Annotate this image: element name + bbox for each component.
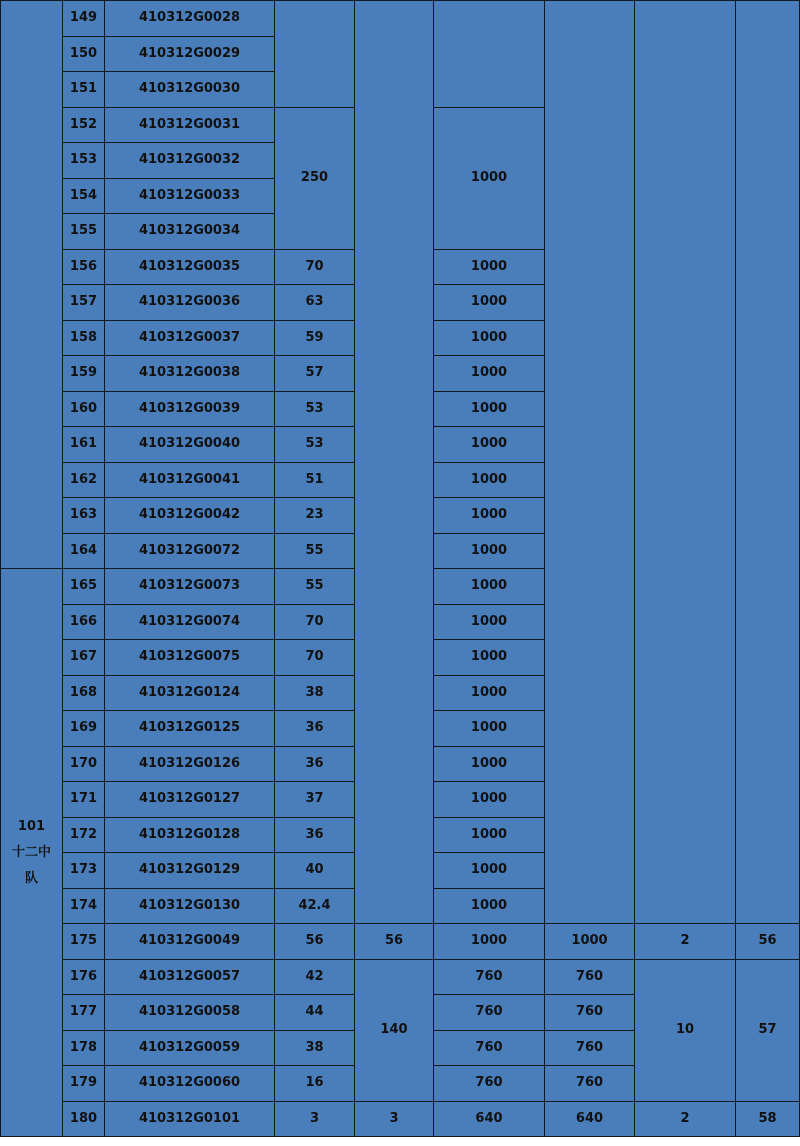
row-number: 162 [63, 462, 105, 498]
value-cell-col5: 640 [434, 1101, 545, 1137]
row-number: 154 [63, 178, 105, 214]
station-code: 410312G0034 [105, 214, 275, 250]
value-cell-col3: 70 [275, 640, 355, 676]
value-cell-col3: 38 [275, 1030, 355, 1066]
value-cell-col5: 1000 [434, 320, 545, 356]
station-code: 410312G0057 [105, 959, 275, 995]
team-cell [1, 569, 63, 1137]
station-code: 410312G0041 [105, 462, 275, 498]
value-cell-col5: 1000 [434, 604, 545, 640]
station-code: 410312G0127 [105, 782, 275, 818]
value-cell-col8: 58 [736, 1101, 800, 1137]
value-cell-col7: 2 [635, 924, 736, 960]
row-number: 164 [63, 533, 105, 569]
station-code: 410312G0072 [105, 533, 275, 569]
station-code: 410312G0060 [105, 1066, 275, 1102]
value-cell-col8: 56 [736, 924, 800, 960]
value-cell-col5: 1000 [434, 285, 545, 321]
station-code: 410312G0037 [105, 320, 275, 356]
row-number: 168 [63, 675, 105, 711]
table-row [1, 924, 800, 960]
row-number: 156 [63, 249, 105, 285]
value-cell-col3: 70 [275, 604, 355, 640]
value-cell-col3: 42 [275, 959, 355, 995]
row-number: 165 [63, 569, 105, 605]
value-cell-col5: 1000 [434, 249, 545, 285]
value-cell-col5: 1000 [434, 782, 545, 818]
value-cell-col3: 53 [275, 427, 355, 463]
value-cell-col4: 3 [355, 1101, 434, 1137]
station-code: 410312G0029 [105, 36, 275, 72]
value-cell-col3: 23 [275, 498, 355, 534]
station-code: 410312G0042 [105, 498, 275, 534]
value-cell-col4 [355, 1, 434, 924]
value-cell-col7: 10 [635, 959, 736, 1101]
row-number: 171 [63, 782, 105, 818]
value-cell-col5: 1000 [434, 640, 545, 676]
value-cell-col5: 1000 [434, 356, 545, 392]
station-code: 410312G0059 [105, 1030, 275, 1066]
value-cell-col6: 760 [545, 1066, 635, 1102]
team-number: 101 [17, 818, 46, 834]
row-number: 175 [63, 924, 105, 960]
value-cell-col4: 140 [355, 959, 434, 1101]
value-cell-col5: 1000 [434, 746, 545, 782]
row-number: 177 [63, 995, 105, 1031]
value-cell-col3: 38 [275, 675, 355, 711]
value-cell-col3: 36 [275, 817, 355, 853]
station-code: 410312G0038 [105, 356, 275, 392]
value-cell-col5: 1000 [434, 888, 545, 924]
table-row [1, 1, 800, 37]
value-cell-col3: 3 [275, 1101, 355, 1137]
value-cell-col5: 1000 [434, 711, 545, 747]
value-cell-col3: 53 [275, 391, 355, 427]
value-cell-col5: 1000 [434, 924, 545, 960]
station-code: 410312G0125 [105, 711, 275, 747]
station-code: 410312G0124 [105, 675, 275, 711]
value-cell-col5: 1000 [434, 675, 545, 711]
value-cell-col5: 1000 [434, 853, 545, 889]
value-cell-col5: 1000 [434, 107, 545, 249]
value-cell-col5: 760 [434, 1066, 545, 1102]
value-cell-col3: 250 [275, 107, 355, 249]
station-code: 410312G0130 [105, 888, 275, 924]
value-cell-col6 [545, 1, 635, 924]
station-code: 410312G0049 [105, 924, 275, 960]
value-cell-col6: 760 [545, 1030, 635, 1066]
row-number: 174 [63, 888, 105, 924]
row-number: 172 [63, 817, 105, 853]
row-number: 169 [63, 711, 105, 747]
value-cell-col3: 42.4 [275, 888, 355, 924]
station-code: 410312G0075 [105, 640, 275, 676]
value-cell-col6: 760 [545, 995, 635, 1031]
station-code: 410312G0028 [105, 1, 275, 37]
row-number: 158 [63, 320, 105, 356]
value-cell-col5: 1000 [434, 498, 545, 534]
station-code: 410312G0032 [105, 143, 275, 179]
value-cell-col5: 1000 [434, 427, 545, 463]
row-number: 153 [63, 143, 105, 179]
value-cell-col5: 1000 [434, 817, 545, 853]
value-cell-col3: 36 [275, 711, 355, 747]
row-number: 155 [63, 214, 105, 250]
value-cell-col8 [736, 1, 800, 924]
value-cell-col3: 63 [275, 285, 355, 321]
value-cell-col3: 36 [275, 746, 355, 782]
value-cell-col6: 760 [545, 959, 635, 995]
value-cell-col5: 1000 [434, 391, 545, 427]
station-code: 410312G0058 [105, 995, 275, 1031]
value-cell-col6: 640 [545, 1101, 635, 1137]
value-cell-col7: 2 [635, 1101, 736, 1137]
team-cell-upper [1, 1, 63, 569]
value-cell-col3: 55 [275, 533, 355, 569]
station-code: 410312G0039 [105, 391, 275, 427]
value-cell-col3: 59 [275, 320, 355, 356]
station-code: 410312G0129 [105, 853, 275, 889]
station-code: 410312G0033 [105, 178, 275, 214]
table-row [1, 1101, 800, 1137]
station-code: 410312G0126 [105, 746, 275, 782]
station-code: 410312G0036 [105, 285, 275, 321]
station-code: 410312G0128 [105, 817, 275, 853]
row-number: 150 [63, 36, 105, 72]
row-number: 176 [63, 959, 105, 995]
station-code: 410312G0035 [105, 249, 275, 285]
row-number: 160 [63, 391, 105, 427]
value-cell-col3: 16 [275, 1066, 355, 1102]
value-cell-col5: 1000 [434, 569, 545, 605]
row-number: 151 [63, 72, 105, 108]
value-cell-col8: 57 [736, 959, 800, 1101]
station-code: 410312G0030 [105, 72, 275, 108]
row-number: 180 [63, 1101, 105, 1137]
row-number: 170 [63, 746, 105, 782]
value-cell-col6: 1000 [545, 924, 635, 960]
row-number: 173 [63, 853, 105, 889]
row-number: 161 [63, 427, 105, 463]
station-code: 410312G0101 [105, 1101, 275, 1137]
value-cell-col5: 760 [434, 995, 545, 1031]
value-cell-col3: 70 [275, 249, 355, 285]
row-number: 159 [63, 356, 105, 392]
row-number: 179 [63, 1066, 105, 1102]
value-cell-col3: 55 [275, 569, 355, 605]
value-cell-col5 [434, 1, 545, 108]
row-number: 167 [63, 640, 105, 676]
team-name-line1: 十二中 [11, 844, 51, 860]
station-code: 410312G0074 [105, 604, 275, 640]
value-cell-col3: 37 [275, 782, 355, 818]
value-cell-col7 [635, 1, 736, 924]
station-code: 410312G0073 [105, 569, 275, 605]
station-code: 410312G0040 [105, 427, 275, 463]
value-cell-col3: 56 [275, 924, 355, 960]
value-cell-col5: 760 [434, 959, 545, 995]
value-cell-col3: 40 [275, 853, 355, 889]
row-number: 152 [63, 107, 105, 143]
row-number: 149 [63, 1, 105, 37]
row-number: 178 [63, 1030, 105, 1066]
value-cell-col3 [275, 1, 355, 108]
value-cell-col3: 51 [275, 462, 355, 498]
team-name-line2: 队 [24, 870, 38, 886]
value-cell-col3: 44 [275, 995, 355, 1031]
row-number: 157 [63, 285, 105, 321]
row-number: 163 [63, 498, 105, 534]
value-cell-col4: 56 [355, 924, 434, 960]
value-cell-col5: 760 [434, 1030, 545, 1066]
value-cell-col5: 1000 [434, 462, 545, 498]
value-cell-col5: 1000 [434, 533, 545, 569]
row-number: 166 [63, 604, 105, 640]
station-code: 410312G0031 [105, 107, 275, 143]
table-row [1, 959, 800, 995]
value-cell-col3: 57 [275, 356, 355, 392]
